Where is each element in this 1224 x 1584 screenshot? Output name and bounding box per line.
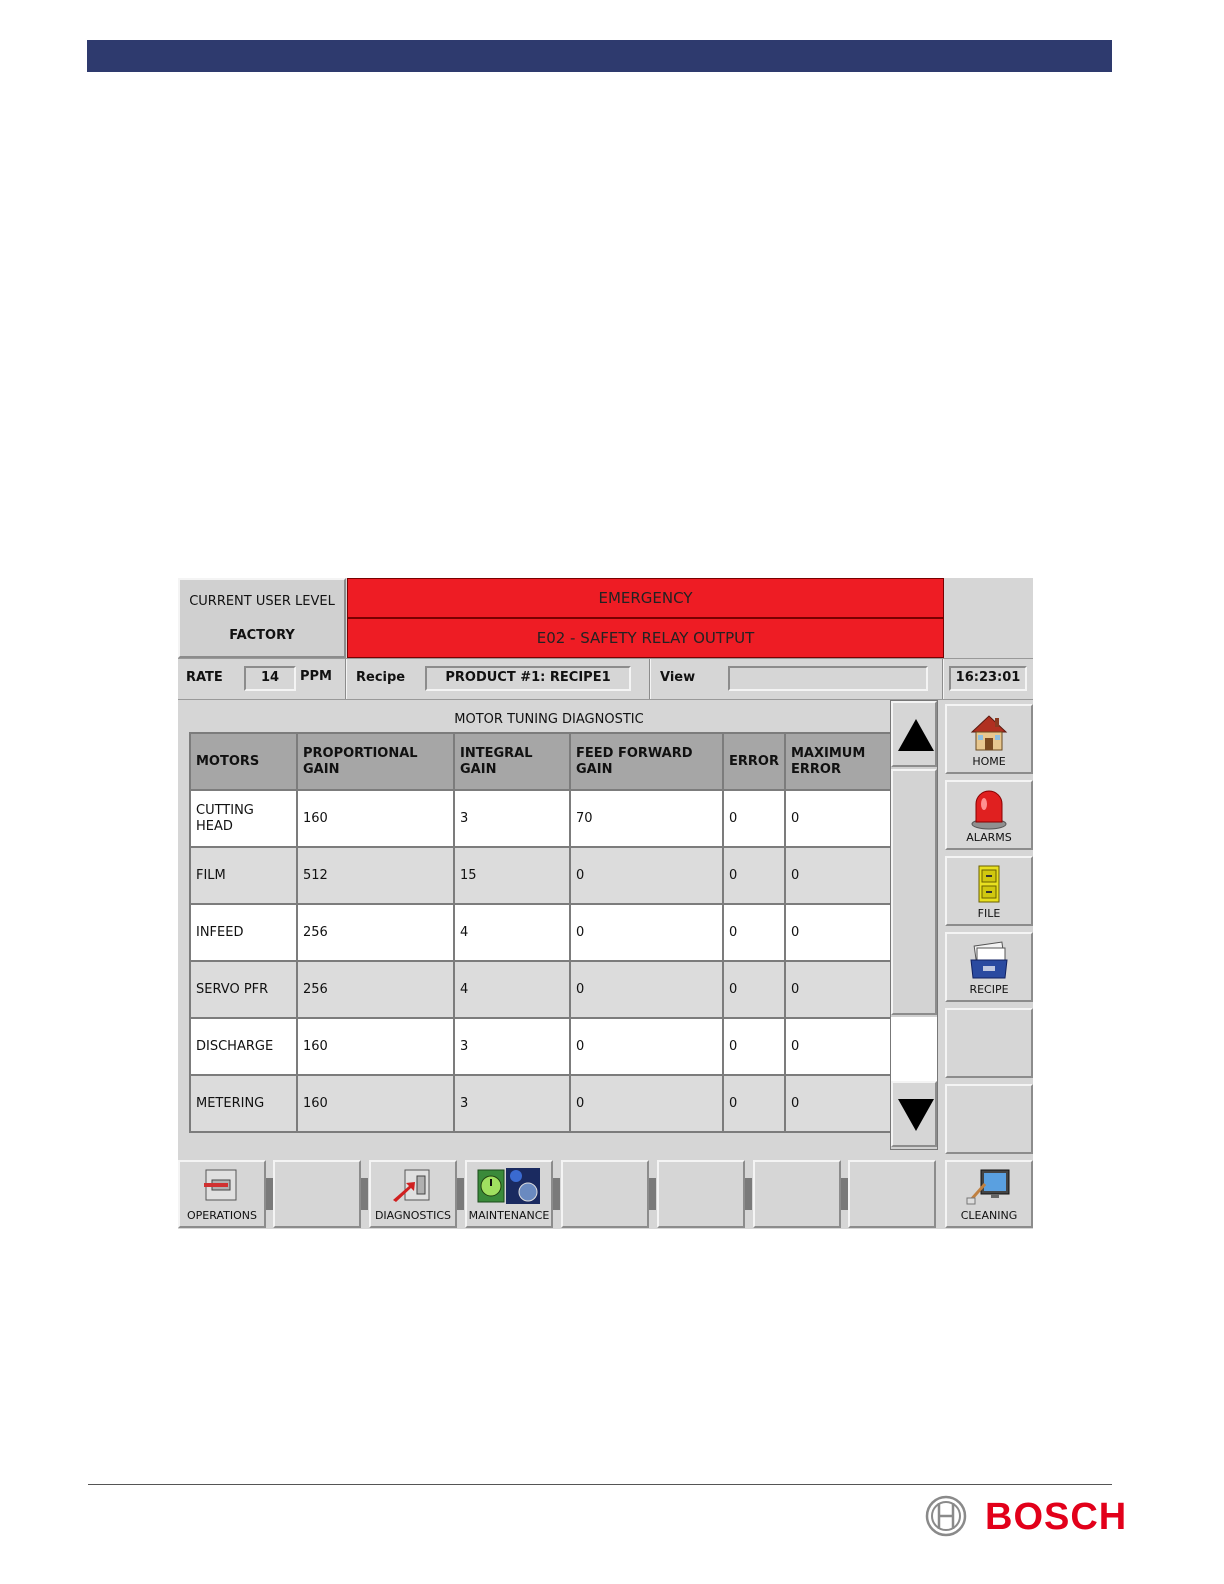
status-divider: [942, 659, 944, 699]
alarm-message-banner[interactable]: E02 - SAFETY RELAY OUTPUT: [347, 618, 944, 658]
table-title: MOTOR TUNING DIAGNOSTIC: [454, 712, 644, 727]
button-divider: [649, 1178, 656, 1210]
table-row[interactable]: [190, 847, 898, 904]
view-value[interactable]: [728, 666, 928, 691]
feed-forward-gain-cell[interactable]: 70: [570, 790, 723, 847]
table-row[interactable]: [190, 904, 898, 961]
rate-value: 14: [244, 666, 296, 691]
button-divider: [553, 1178, 560, 1210]
table-row[interactable]: [190, 790, 898, 847]
maximum-error-cell: 0: [785, 1075, 898, 1132]
file-button[interactable]: [945, 856, 1033, 926]
bottom-blank-button[interactable]: [561, 1160, 649, 1228]
alarms-button-label: ALARMS: [966, 831, 1012, 844]
maximum-error-cell: 0: [785, 904, 898, 961]
status-divider: [649, 659, 651, 699]
integral-gain-cell[interactable]: 4: [454, 904, 570, 961]
error-cell: 0: [723, 847, 785, 904]
motor-tuning-table: [189, 732, 899, 1133]
error-cell: 0: [723, 790, 785, 847]
diagnostics-button-label: DIAGNOSTICS: [374, 1209, 452, 1222]
integral-gain-cell[interactable]: 15: [454, 847, 570, 904]
scroll-up-button[interactable]: [891, 701, 937, 767]
footer-rule: [88, 1484, 1112, 1485]
scroll-track[interactable]: [891, 1017, 937, 1081]
corner-blank-panel: [944, 578, 1033, 658]
alarms-button[interactable]: [945, 780, 1033, 850]
user-level-value: FACTORY: [229, 628, 295, 643]
column-header-integral-gain: INTEGRAL GAIN: [454, 733, 570, 790]
status-bar: [178, 658, 1033, 700]
cleaning-button-label: CLEANING: [960, 1209, 1018, 1222]
status-divider: [345, 659, 347, 699]
motor-name-cell: METERING: [190, 1075, 297, 1132]
feed-forward-gain-cell[interactable]: 0: [570, 847, 723, 904]
integral-gain-cell[interactable]: 3: [454, 1075, 570, 1132]
file-cabinet-icon: [968, 862, 1010, 906]
proportional-gain-cell[interactable]: 160: [297, 1018, 454, 1075]
table-header-row: [190, 733, 898, 790]
column-header-proportional-gain: PROPORTIONAL GAIN: [297, 733, 454, 790]
bottom-blank-button[interactable]: [848, 1160, 936, 1228]
rate-unit: PPM: [300, 669, 332, 684]
cleaning-button[interactable]: [945, 1160, 1033, 1228]
table-scrollbar[interactable]: [890, 700, 938, 1150]
feed-forward-gain-cell[interactable]: 0: [570, 1075, 723, 1132]
maximum-error-cell: 0: [785, 1018, 898, 1075]
arrow-up-icon: [898, 719, 934, 751]
diagnostics-button[interactable]: [369, 1160, 457, 1228]
recipe-value[interactable]: PRODUCT #1: RECIPE1: [425, 666, 631, 691]
button-divider: [266, 1178, 273, 1210]
motor-name-cell: SERVO PFR: [190, 961, 297, 1018]
arrow-down-icon: [898, 1099, 934, 1131]
home-button[interactable]: [945, 704, 1033, 774]
clock-display: 16:23:01: [949, 666, 1027, 691]
button-divider: [361, 1178, 368, 1210]
card-file-icon: [967, 938, 1011, 982]
motor-name-cell: CUTTING HEAD: [190, 790, 297, 847]
bottom-blank-button[interactable]: [753, 1160, 841, 1228]
maximum-error-cell: 0: [785, 961, 898, 1018]
maximum-error-cell: 0: [785, 847, 898, 904]
motor-name-cell: INFEED: [190, 904, 297, 961]
error-cell: 0: [723, 961, 785, 1018]
feed-forward-gain-cell[interactable]: 0: [570, 904, 723, 961]
maximum-error-cell: 0: [785, 790, 898, 847]
button-divider: [841, 1178, 848, 1210]
monitor-brush-icon: [965, 1166, 1013, 1206]
view-label: View: [660, 670, 696, 685]
maintenance-button-label: MAINTENANCE: [468, 1209, 550, 1222]
table-row[interactable]: [190, 1075, 898, 1132]
side-blank-button[interactable]: [945, 1084, 1033, 1154]
column-header-error: ERROR: [723, 733, 785, 790]
integral-gain-cell[interactable]: 3: [454, 790, 570, 847]
error-cell: 0: [723, 1075, 785, 1132]
feed-forward-gain-cell[interactable]: 0: [570, 961, 723, 1018]
hmi-screen: [178, 578, 1033, 1229]
button-divider: [745, 1178, 752, 1210]
column-header-maximum-error: MAXIMUM ERROR: [785, 733, 898, 790]
bosch-logo-text: BOSCH: [985, 1496, 1128, 1538]
user-level-label: CURRENT USER LEVEL: [189, 594, 335, 609]
house-icon: [968, 710, 1010, 754]
document-header-bar: [87, 40, 1112, 72]
motor-name-cell: FILM: [190, 847, 297, 904]
proportional-gain-cell[interactable]: 160: [297, 790, 454, 847]
operations-button-label: OPERATIONS: [187, 1209, 257, 1222]
switch-pointer-icon: [391, 1166, 435, 1206]
integral-gain-cell[interactable]: 3: [454, 1018, 570, 1075]
file-button-label: FILE: [977, 907, 1001, 920]
column-header-motors: MOTORS: [190, 733, 297, 790]
alarm-title-banner[interactable]: EMERGENCY: [347, 578, 944, 618]
table-row[interactable]: [190, 1018, 898, 1075]
scroll-down-button[interactable]: [891, 1081, 937, 1147]
integral-gain-cell[interactable]: 4: [454, 961, 570, 1018]
side-blank-button[interactable]: [945, 1008, 1033, 1078]
rate-label: RATE: [186, 670, 223, 685]
proportional-gain-cell[interactable]: 256: [297, 904, 454, 961]
proportional-gain-cell[interactable]: 160: [297, 1075, 454, 1132]
scroll-thumb[interactable]: [891, 769, 937, 1015]
maintenance-button[interactable]: [465, 1160, 553, 1228]
feed-forward-gain-cell[interactable]: 0: [570, 1018, 723, 1075]
bottom-blank-button[interactable]: [657, 1160, 745, 1228]
recipe-label: Recipe: [356, 670, 406, 685]
bosch-armature-logo-icon: [925, 1495, 967, 1537]
column-header-feed-forward-gain: FEED FORWARD GAIN: [570, 733, 723, 790]
bottom-blank-button[interactable]: [273, 1160, 361, 1228]
proportional-gain-cell[interactable]: 512: [297, 847, 454, 904]
beacon-icon: [968, 786, 1010, 830]
switch-icon: [200, 1166, 244, 1206]
proportional-gain-cell[interactable]: 256: [297, 961, 454, 1018]
user-level-panel[interactable]: [178, 578, 346, 658]
operations-button[interactable]: [178, 1160, 266, 1228]
home-button-label: HOME: [972, 755, 1006, 768]
motor-name-cell: DISCHARGE: [190, 1018, 297, 1075]
button-divider: [457, 1178, 464, 1210]
recipe-button-label: RECIPE: [969, 983, 1009, 996]
recipe-button[interactable]: [945, 932, 1033, 1002]
table-row[interactable]: [190, 961, 898, 1018]
clock-info-icon: [476, 1166, 542, 1206]
error-cell: 0: [723, 904, 785, 961]
error-cell: 0: [723, 1018, 785, 1075]
